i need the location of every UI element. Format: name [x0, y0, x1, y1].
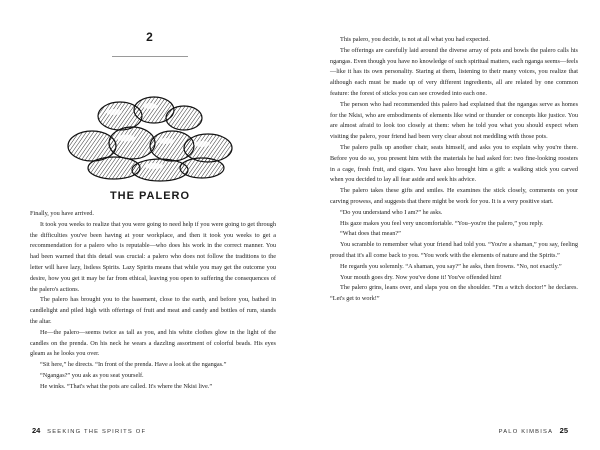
paragraph: You scramble to remember what your friend had told you. “You're a shaman,” you say, feeling proud that it's all come back to you. “You work with the elements of nature and the Spirits.”: [330, 241, 578, 259]
left-footer: [28, 426, 146, 435]
paragraph: The palero pulls up another chair, seats himself, and asks you to explain why you're there. Before you do so, you present him with the materials he had asked for: two fine-looking roosters in a cage, fresh fruit, and cigars. You have also brought him a gift: a walking stick you carved when you decided to lay all fear aside and seek his advice.: [330, 143, 578, 184]
chapter-number: 2: [146, 30, 154, 44]
paragraph: The palero has brought you to the basement, close to the earth, and before you, bathed in candlelight and piled high with offerings of fruit and meat and candy and bottles of rum, stands the altar.: [30, 296, 276, 325]
right-page-body: [330, 35, 578, 305]
paragraph: The person who had recommended this palero had explained that the ngangas serve as homes for the Nkisi, who are embodiments of elements like wind or thunder or concepts like justice. You are almost afraid to look too closely at them: when he told you what you should expect when visiting the palero, your friend had been very clear about not meddling with those pots.: [330, 100, 578, 141]
paragraph: The palero takes these gifts and smiles. He examines the stick closely, comments on your carving prowess, and suggests that there might be work for you. It is a very positive start.: [330, 187, 578, 205]
paragraph: He winks. “That's what the pots are called. It's where the Nkisi live.”: [40, 382, 213, 390]
right-footer: [499, 426, 572, 435]
paragraph: He—the palero—seems twice as tall as you, and his white clothes glow in the light of the candles on the prenda. On his neck he wears a dazzling assortment of colorful beads. His eyes gleam as he looks you over.: [30, 328, 276, 358]
running-head: SEEKING THE SPIRITS OF: [47, 429, 147, 435]
stones-illustration: [62, 88, 242, 183]
paragraph: “What does that mean?”: [340, 230, 401, 238]
left-page-body: [30, 209, 276, 393]
chapter-title: THE PALERO: [109, 190, 191, 202]
paragraph: Your mouth goes dry. Now you've done it! You've offended him!: [340, 273, 502, 281]
paragraph: He regards you solemnly. “A shaman, you say?” he asks, then frowns. “No, not exactly.”: [340, 262, 562, 270]
paragraph: Finally, you have arrived.: [30, 210, 94, 217]
paragraph: “Do you understand who I am?” he asks.: [340, 208, 443, 216]
paragraph: This palero, you decide, is not at all what you had expected.: [340, 36, 490, 43]
page-number: 25: [559, 426, 568, 435]
paragraph: “Ngangas?” you ask as you seat yourself.: [40, 371, 144, 379]
page-number: 24: [32, 426, 41, 435]
paragraph: The offerings are carefully laid around the diverse array of pots and bowls the palero calls his ngangas. Even though you have no knowledge of such spiritual matters, each nganga seems—feels—like it has its own personality. Staring at them, listening to their many voices, you realize that although each must be made up of very different ingredients, all are related by one common feature: the forest of sticks you can see crowded into each one.: [330, 46, 578, 97]
paragraph: The palero grins, leans over, and slaps you on the shoulder. “I'm a witch doctor!” he declares. “Let's get to work!”: [330, 284, 578, 303]
chapter-rule-divider: [112, 56, 188, 57]
running-head: PALO KIMBISA: [498, 429, 553, 435]
paragraph: His gaze makes you feel very uncomfortable. “You–you're the palero,” you reply.: [340, 219, 544, 227]
paragraph: “Sit here,” he directs. “In front of the prenda. Have a look at the ngangas.”: [40, 361, 227, 369]
paragraph: It took you weeks to realize that you were going to need help if you were going to get through the difficulties you've been having at your workplace, and then it took you weeks to get a recommendation for a palero who is reputable—who does his work in the correct manner. You had been warned that this detail was crucial: a palero who does not follow the traditions to the letter will have lazy, listless Spirits. Lazy Spirits means that while you may get the outcome you desire, how you get it may be far from ethical, leaving you open to suffering the consequences of the palero's actions.: [30, 220, 276, 293]
right-page: [300, 0, 600, 450]
